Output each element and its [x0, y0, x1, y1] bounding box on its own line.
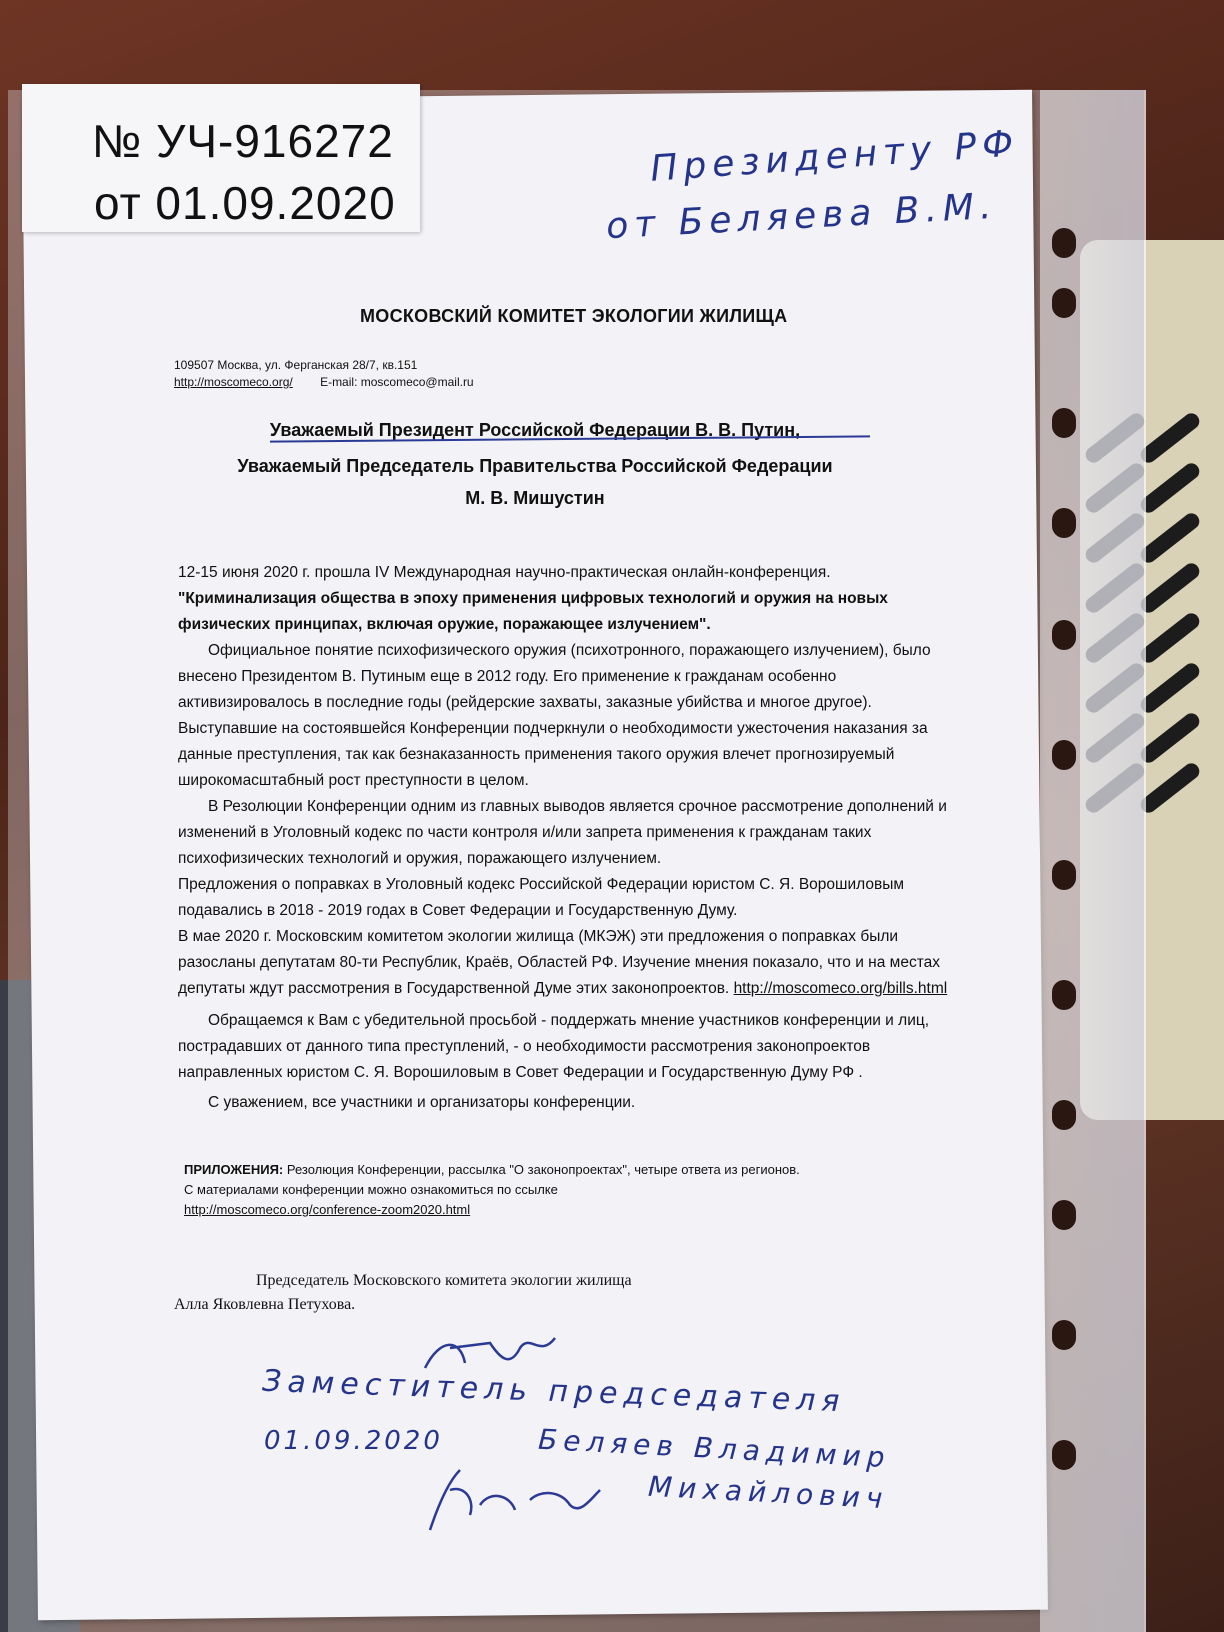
signatory-title: Председатель Московского комитета экологии жилища	[256, 1272, 632, 1289]
body-paragraph-3: В Резолюции Конференции одним из главных выводов является срочное рассмотрение дополнений и изменений в Уголовный кодекс по части контроля и/или запрета применения к гражданам таких психофизических технологий и оружия, поражающего излучением.	[178, 798, 947, 867]
body-paragraph-4: Предложения о поправках в Уголовный кодекс Российской Федерации юристом С. Я. Ворошиловым подавались в 2018 - 2019 годах в Совет Федерации и Государственную Думу.	[178, 876, 904, 919]
addressee-line-2: Уважаемый Председатель Правительства Российской Федерации	[237, 456, 833, 476]
handwritten-name-line-2: Михайлович	[647, 1469, 890, 1516]
punch-hole	[1052, 408, 1076, 438]
attachments-note: С материалами конференции можно ознакомиться по ссылке	[184, 1182, 558, 1197]
organization-title: МОСКОВСКИЙ КОМИТЕТ ЭКОЛОГИИ ЖИЛИЩА	[360, 306, 788, 326]
bills-link[interactable]: http://moscomeco.org/bills.html	[733, 980, 948, 997]
punch-hole	[1052, 288, 1076, 318]
body-paragraph-2: Официальное понятие психофизического оружия (психотронного, поражающего излучением), было внесено Президентом В. Путиным еще в 2012 году. Его применение к гражданам особенно активизировалось в последние годы (рейдерские захваты, заказные убийства и многое другое). Выступавшие на состоявшейся Конференции подчеркнули о необходимости ужесточения наказания за данные преступления, так как безнаказанность применения такого оружия влечет прогнозируемый широкомасштабный рост преступности в целом.	[178, 642, 931, 789]
vent-slot	[1137, 710, 1202, 766]
vent-slot	[1137, 610, 1202, 666]
handwritten-addressee: Президенту РФ	[649, 123, 1021, 190]
signatory-name: Алла Яковлевна Петухова.	[174, 1296, 356, 1313]
sleeve-binding-strip	[1040, 90, 1144, 1632]
vent-slot	[1137, 660, 1202, 716]
punch-hole	[1052, 1100, 1076, 1130]
punch-hole	[1052, 1440, 1076, 1470]
body-paragraph-5	[178, 924, 968, 1002]
vent-slot	[1137, 560, 1202, 616]
registration-number: № УЧ-916272	[92, 115, 394, 167]
vent-slot	[1137, 410, 1202, 466]
closing-line: С уважением, все участники и организаторы конференции.	[208, 1094, 636, 1111]
vent-slot	[1137, 760, 1202, 816]
handwritten-role: Заместитель председателя	[261, 1363, 847, 1420]
punch-hole	[1052, 508, 1076, 538]
org-website-link[interactable]: http://moscomeco.org/	[174, 375, 293, 389]
conference-title: "Криминализация общества в эпоху применения цифровых технологий и оружия на новых физических принципах, включая оружие, поражающее излучением".	[178, 590, 888, 633]
letter-body	[178, 560, 968, 1116]
vent-slot	[1137, 460, 1202, 516]
addressee-line-1: Уважаемый Президент Российской Федерации В. В. Путин,	[269, 420, 801, 440]
org-address: 109507 Москва, ул. Ферганская 28/7, кв.151	[174, 358, 418, 372]
handwritten-date: 01.09.2020	[264, 1426, 443, 1456]
punch-hole	[1052, 1320, 1076, 1350]
punch-hole	[1052, 980, 1076, 1010]
handwritten-sender: от Беляева В.М.	[605, 185, 999, 248]
vent-slot	[1137, 510, 1202, 566]
punch-hole	[1052, 228, 1076, 258]
body-paragraph-5-text: В мае 2020 г. Московским комитетом экологии жилища (МКЭЖ) эти предложения о поправках были разосланы депутатам 80-ти Республик, Краёв, Областей РФ. Изучение мнения показало, что и на местах депутаты ждут рассмотрения в Государственной Думе этих законопроектов.	[178, 928, 940, 997]
attachments-items: Резолюция Конференции, рассылка "О законопроектах", четыре ответа из регионов.	[286, 1162, 800, 1177]
body-paragraph-6: Обращаемся к Вам с убедительной просьбой - поддержать мнение участников конференции и лиц, пострадавших от данного типа преступлений, - о необходимости рассмотрения законопроектов направленных юристом С. Я. Ворошиловым в Совет Федерации и Государственную Думу РФ .	[178, 1012, 930, 1081]
punch-hole	[1052, 620, 1076, 650]
punch-hole	[1052, 860, 1076, 890]
attachments-line	[184, 1160, 800, 1180]
org-email: E-mail: moscomeco@mail.ru	[320, 375, 474, 389]
signature-belyaev	[420, 1460, 620, 1540]
body-paragraph-1: 12-15 июня 2020 г. прошла IV Международная научно-практическая онлайн-конференция.	[178, 564, 831, 581]
attachments-block	[184, 1160, 800, 1220]
addressee-line-3: М. В. Мишустин	[465, 488, 605, 508]
conference-link[interactable]: http://moscomeco.org/conference-zoom2020.html	[184, 1202, 471, 1217]
registration-sticker	[22, 84, 420, 232]
punch-hole	[1052, 740, 1076, 770]
org-contacts	[174, 375, 474, 389]
attachments-label: ПРИЛОЖЕНИЯ:	[184, 1162, 284, 1177]
punch-hole	[1052, 1200, 1076, 1230]
handwritten-name-line-1: Беляев Владимир	[537, 1422, 892, 1475]
registration-date: от 01.09.2020	[94, 177, 396, 229]
